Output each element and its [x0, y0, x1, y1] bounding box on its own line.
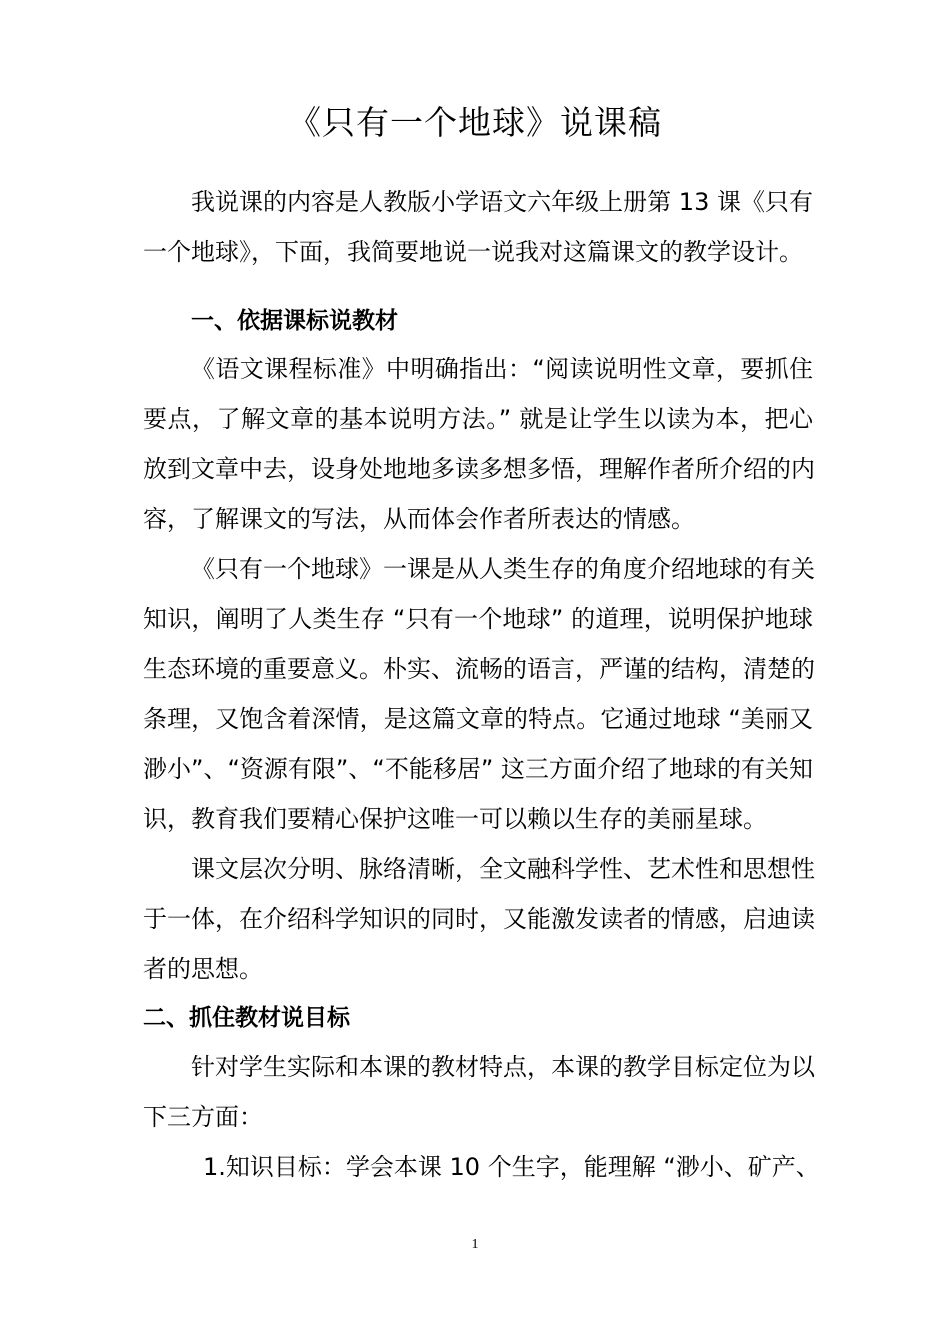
s2-p1-line-2: 下三方面：	[143, 1103, 263, 1131]
section-1-heading: 一、依据课标说教材	[191, 308, 398, 334]
intro-line-1: 我说课的内容是人教版小学语文六年级上册第 13 课《只有	[191, 188, 813, 216]
s1-p2-line-2: 知识，阐明了人类生存 “只有一个地球” 的道理，说明保护地球	[143, 605, 813, 633]
s1-p3-line-1: 课文层次分明、脉络清晰，全文融科学性、艺术性和思想性	[191, 855, 815, 883]
s1-p1-line-4: 容，了解课文的写法，从而体会作者所表达的情感。	[143, 505, 695, 533]
s1-p3-line-2: 于一体，在介绍科学知识的同时，又能激发读者的情感，启迪读	[143, 905, 815, 933]
intro-line-2: 一个地球》，下面，我简要地说一说我对这篇课文的教学设计。	[143, 238, 803, 266]
section-2-heading: 二、抓住教材说目标	[143, 1005, 350, 1031]
s1-p2-line-5: 渺小”、“资源有限”、“不能移居” 这三方面介绍了地球的有关知	[143, 755, 813, 783]
s1-p2-line-6: 识，教育我们要精心保护这唯一可以赖以生存的美丽星球。	[143, 805, 767, 833]
s1-p1-line-2: 要点，了解文章的基本说明方法。” 就是让学生以读为本，把心	[143, 405, 813, 433]
s1-p2-line-1: 《只有一个地球》一课是从人类生存的角度介绍地球的有关	[191, 555, 815, 583]
s1-p1-line-1: 《语文课程标准》中明确指出：“阅读说明性文章，要抓住	[191, 355, 813, 383]
s1-p2-line-4: 条理，又饱含着深情，是这篇文章的特点。它通过地球 “美丽又	[143, 705, 813, 733]
s1-p3-line-3: 者的思想。	[143, 955, 263, 983]
s2-item-1: 1.知识目标：学会本课 10 个生字，能理解 “渺小、矿产、	[203, 1153, 820, 1181]
page-number: 1	[471, 1237, 479, 1252]
s1-p1-line-3: 放到文章中去，设身处地地多读多想多悟，理解作者所介绍的内	[143, 455, 815, 483]
s2-p1-line-1: 针对学生实际和本课的教材特点，本课的教学目标定位为以	[191, 1053, 815, 1081]
document-title: 《只有一个地球》说课稿	[288, 103, 662, 142]
s1-p2-line-3: 生态环境的重要意义。朴实、流畅的语言，严谨的结构，清楚的	[143, 655, 815, 683]
